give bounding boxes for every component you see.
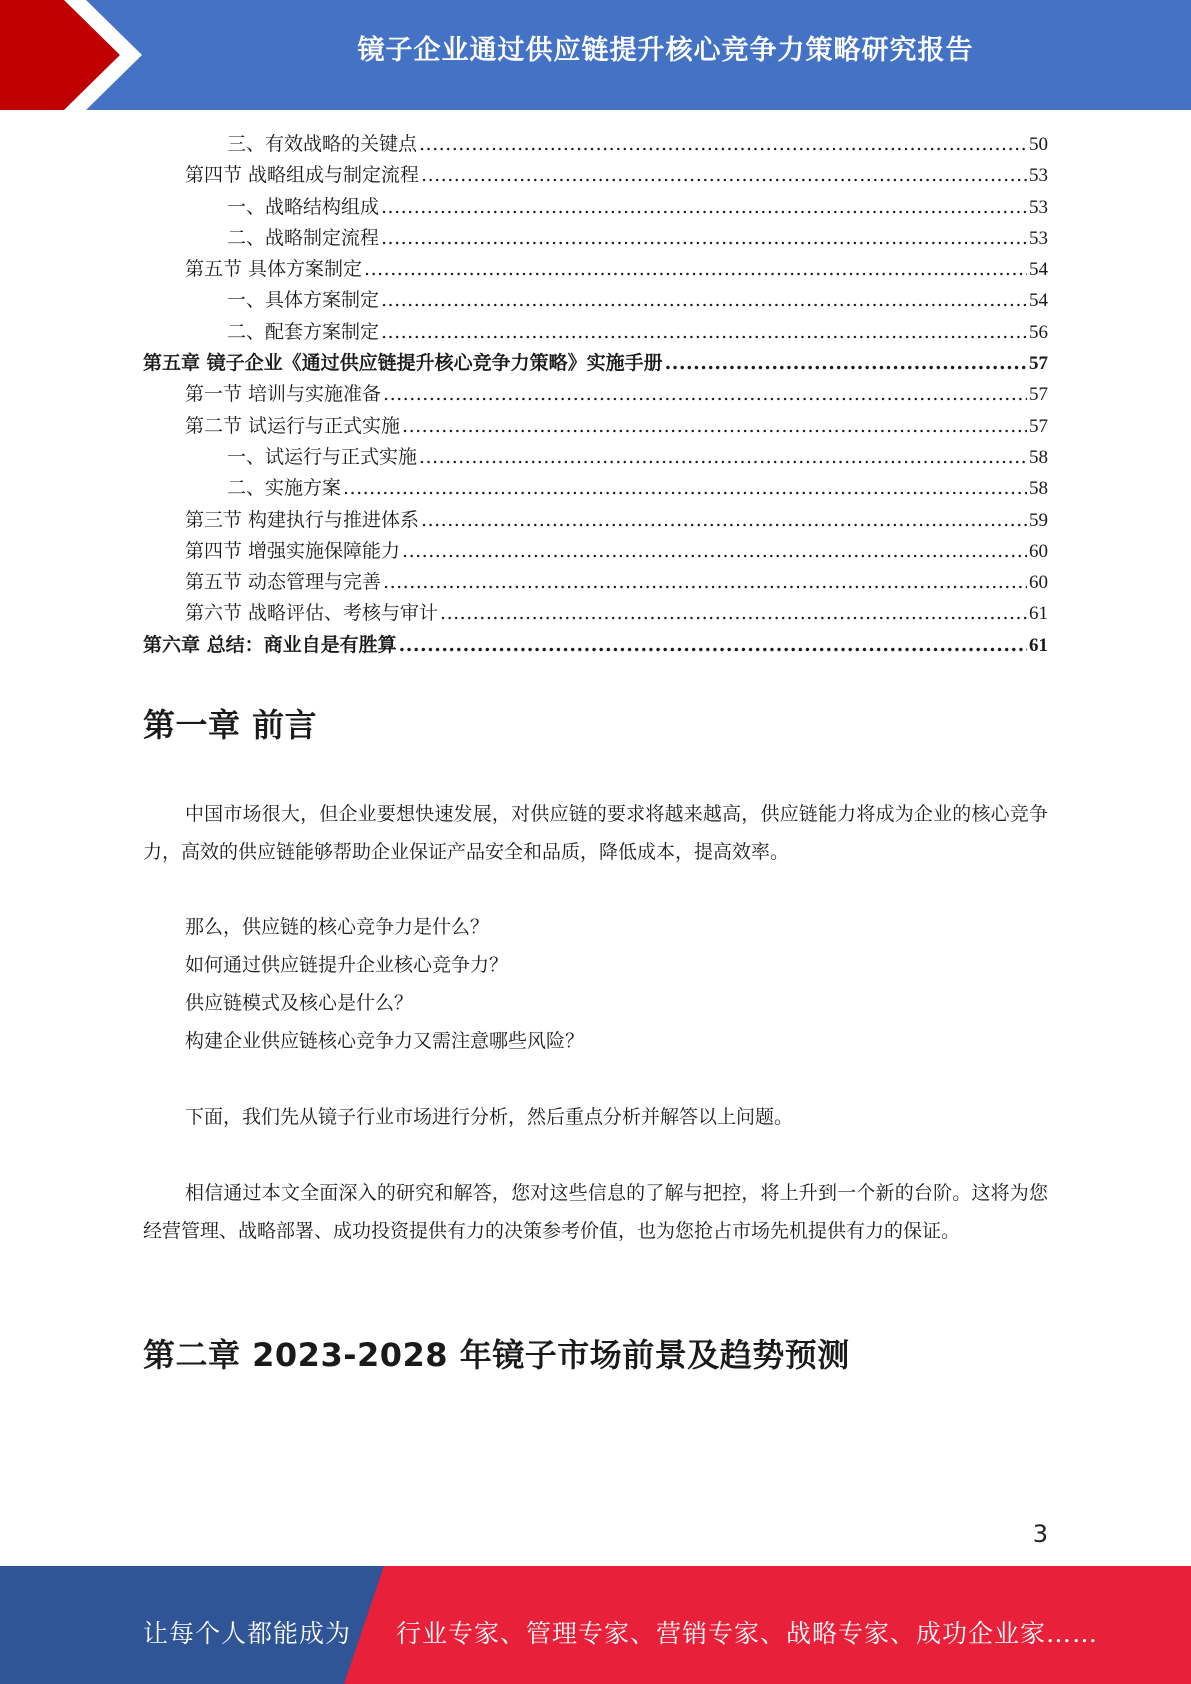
toc-entry-title: 三、有效战略的关键点 <box>227 133 418 155</box>
toc-leader-dots <box>419 129 1027 160</box>
toc-entry[interactable] <box>143 285 1048 316</box>
question-item: 供应链模式及核心是什么？ <box>185 992 414 1014</box>
question-list <box>185 908 584 1060</box>
toc-leader-dots <box>383 567 1027 598</box>
toc-entry[interactable] <box>143 223 1048 254</box>
toc-entry-page: 58 <box>1029 478 1048 500</box>
toc-entry-title: 一、具体方案制定 <box>227 289 380 312</box>
toc-entry-page: 54 <box>1029 290 1048 312</box>
toc-entry-title: 二、配套方案制定 <box>227 320 380 343</box>
toc-entry[interactable] <box>143 473 1048 504</box>
toc-leader-dots <box>421 505 1027 536</box>
toc-entry-title: 第六节 战略评估、考核与审计 <box>185 602 439 625</box>
toc-entry-page: 57 <box>1029 353 1048 375</box>
chapter-heading-market-forecast: 第二章 2023-2028 年镜子市场前景及趋势预测 <box>143 1336 850 1374</box>
toc-entry-page: 53 <box>1029 196 1048 218</box>
toc-entry[interactable] <box>143 192 1048 223</box>
toc-entry[interactable] <box>143 505 1048 536</box>
chapter-heading-preface: 第一章 前言 <box>143 706 318 744</box>
toc-entry-page: 61 <box>1029 603 1048 625</box>
toc-leader-dots <box>381 317 1027 348</box>
toc-entry-title: 第五节 动态管理与完善 <box>185 571 382 594</box>
toc-leader-dots <box>381 223 1027 254</box>
toc-entry-title: 第五节 具体方案制定 <box>185 258 363 281</box>
page-number: 3 <box>1032 1520 1048 1548</box>
toc-leader-dots <box>343 473 1027 504</box>
preface-paragraph-2: 下面，我们先从镜子行业市场进行分析，然后重点分析并解答以上问题。 <box>185 1106 794 1128</box>
toc-entry[interactable] <box>143 630 1048 661</box>
toc-leader-dots <box>402 411 1027 442</box>
toc-leader-dots <box>421 160 1027 191</box>
toc-entry[interactable] <box>143 411 1048 442</box>
preface-paragraph-1: 中国市场很大，但企业要想快速发展，对供应链的要求将越来越高，供应链能力将成为企业的核心竞争力，高效的供应链能够帮助企业保证产品安全和品质，降低成本，提高效率。 <box>143 803 1048 863</box>
toc-entry-title: 二、实施方案 <box>227 477 342 500</box>
toc-entry[interactable] <box>143 160 1048 191</box>
toc-entry[interactable] <box>143 348 1048 379</box>
toc-entry[interactable] <box>143 129 1048 160</box>
page-footer <box>0 1566 1191 1684</box>
preface-paragraph-3: 相信通过本文全面深入的研究和解答，您对这些信息的了解与把控，将上升到一个新的台阶。这将为您经营管理、战略部署、成功投资提供有力的决策参考价值，也为您抢占市场先机提供有力的保证。 <box>143 1182 1048 1242</box>
footer-slogan-right: 行业专家、管理专家、营销专家、战略专家、成功企业家…… <box>396 1619 1099 1648</box>
toc-entry-page: 54 <box>1029 259 1048 281</box>
toc-entry[interactable] <box>143 379 1048 410</box>
toc-leader-dots <box>419 442 1027 473</box>
toc-entry-title: 第一节 培训与实施准备 <box>185 383 382 406</box>
toc-entry-page: 59 <box>1029 509 1048 531</box>
toc-entry-page: 58 <box>1029 446 1048 468</box>
toc-entry-title: 一、战略结构组成 <box>227 195 380 218</box>
page-header <box>0 0 1191 110</box>
toc-entry-page: 57 <box>1029 415 1048 437</box>
toc-entry[interactable] <box>143 567 1048 598</box>
toc-entry-title: 第三节 构建执行与推进体系 <box>185 508 420 531</box>
toc-entry-page: 61 <box>1029 634 1048 656</box>
toc-entry[interactable] <box>143 254 1048 285</box>
toc-entry-page: 53 <box>1029 165 1048 187</box>
footer-slogan-left: 让每个人都能成为 <box>143 1619 352 1648</box>
toc-leader-dots <box>399 630 1027 661</box>
toc-entry-title: 第四节 增强实施保障能力 <box>185 539 401 562</box>
toc-entry-page: 60 <box>1029 540 1048 562</box>
report-title: 镜子企业通过供应链提升核心竞争力策略研究报告 <box>357 35 974 66</box>
toc-entry-title: 一、试运行与正式实施 <box>227 445 418 468</box>
toc-entry-page: 53 <box>1029 227 1048 249</box>
toc-entry-page: 57 <box>1029 384 1048 406</box>
toc-leader-dots <box>440 598 1027 629</box>
question-item: 如何通过供应链提升企业核心竞争力？ <box>185 954 509 976</box>
toc-entry-title: 第四节 战略组成与制定流程 <box>185 164 420 187</box>
toc-entry-title: 第二节 试运行与正式实施 <box>185 414 401 437</box>
toc-entry-title: 二、战略制定流程 <box>227 226 380 249</box>
question-item: 构建企业供应链核心竞争力又需注意哪些风险？ <box>185 1030 585 1052</box>
toc-leader-dots <box>402 536 1027 567</box>
question-item: 那么，供应链的核心竞争力是什么？ <box>185 916 490 938</box>
toc-entry-page: 60 <box>1029 572 1048 594</box>
toc-leader-dots <box>383 379 1027 410</box>
table-of-contents <box>143 129 1048 661</box>
toc-entry-page: 56 <box>1029 321 1048 343</box>
toc-leader-dots <box>381 192 1027 223</box>
toc-entry-title: 第五章 镜子企业《通过供应链提升核心竞争力策略》实施手册 <box>143 352 663 375</box>
toc-leader-dots <box>381 285 1027 316</box>
toc-entry-page: 50 <box>1029 134 1048 155</box>
toc-leader-dots <box>665 348 1027 379</box>
toc-entry[interactable] <box>143 317 1048 348</box>
toc-entry-title: 第六章 总结：商业自是有胜算 <box>143 633 397 656</box>
toc-leader-dots <box>364 254 1027 285</box>
toc-entry[interactable] <box>143 442 1048 473</box>
toc-entry[interactable] <box>143 536 1048 567</box>
toc-entry[interactable] <box>143 598 1048 629</box>
header-arrow-decoration <box>0 0 160 110</box>
